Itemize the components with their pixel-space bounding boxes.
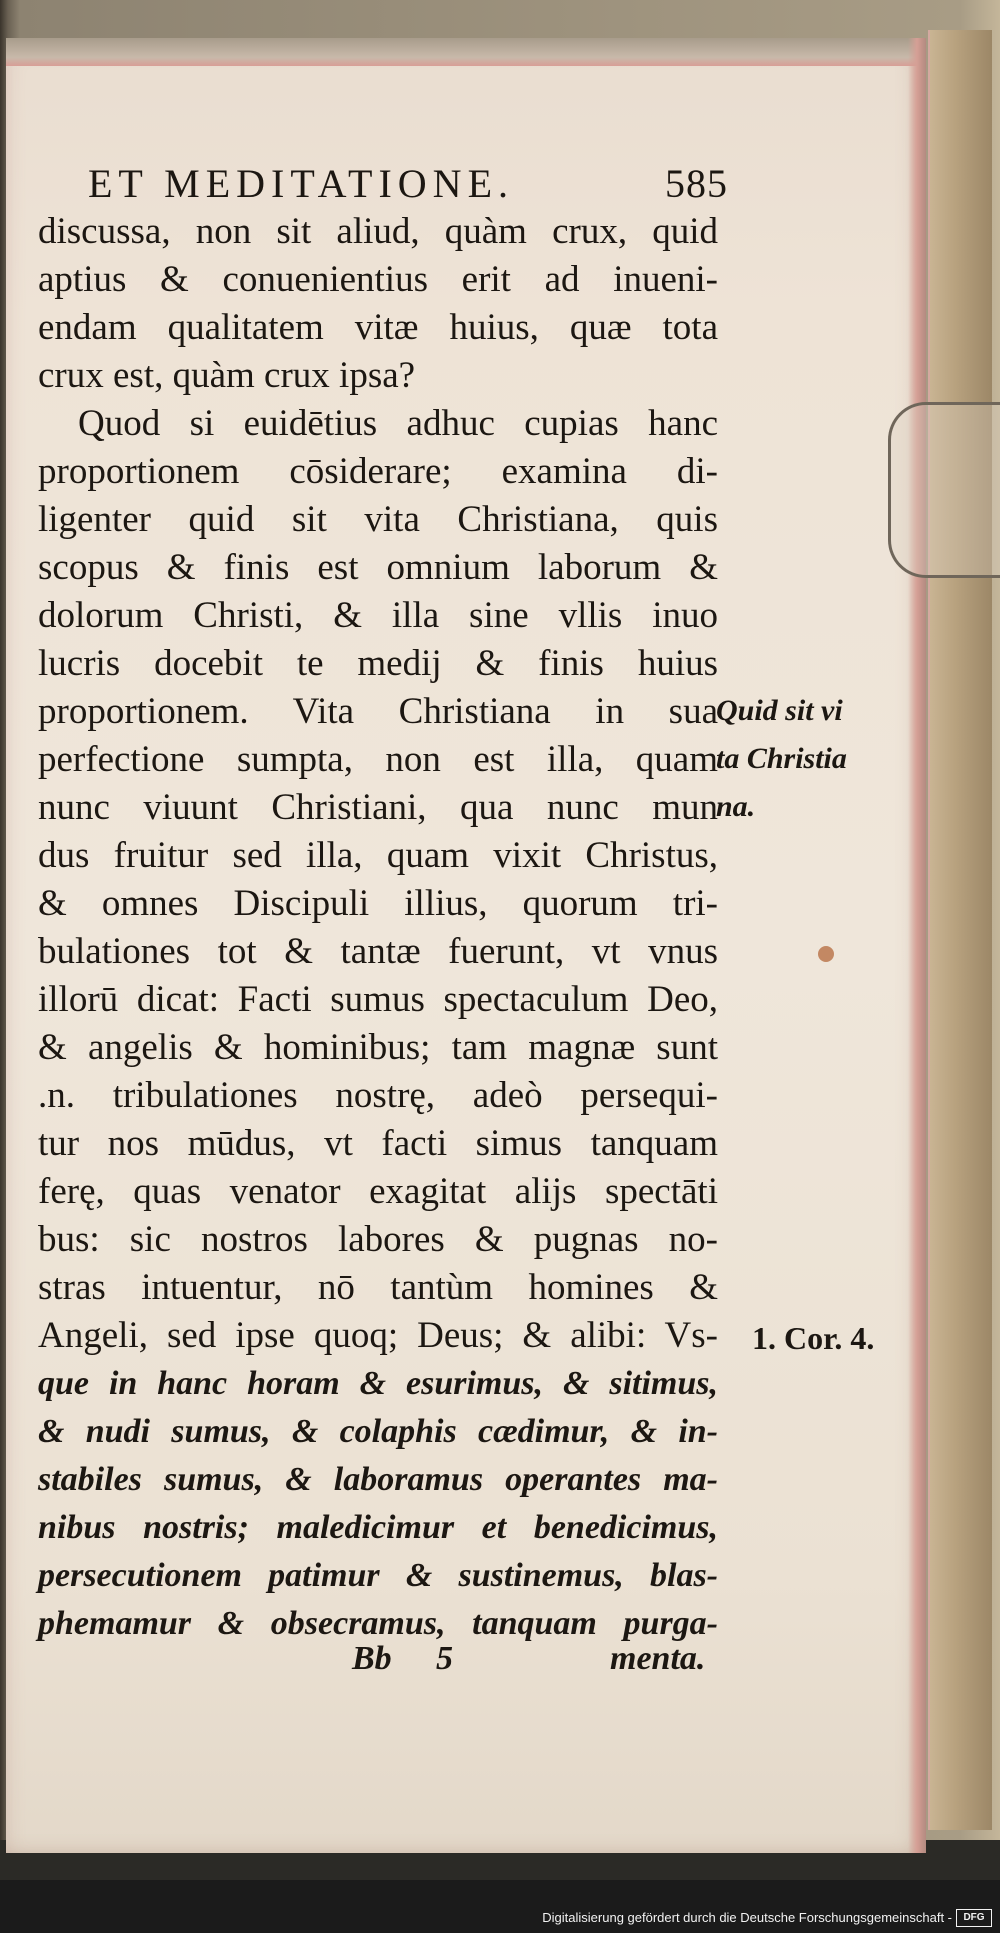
text-line: & omnes Discipuli illius, quorum tri- bbox=[38, 883, 718, 924]
marginal-note-line: na. bbox=[716, 790, 756, 823]
text-line: dolorum Christi, & illa sine vllis inuo bbox=[38, 595, 718, 636]
text-line: persecutionem patimur & sustinemus, blas- bbox=[38, 1557, 718, 1594]
text-line: Angeli, sed ipse quoq; Deus; & alibi: Vs- bbox=[38, 1315, 718, 1356]
text-line: dus fruitur sed illa, quam vixit Christus, bbox=[38, 835, 718, 876]
text-line: Quod si euidētius adhuc cupias hanc bbox=[78, 403, 718, 444]
text-line: crux est, quàm crux ipsa? bbox=[38, 355, 416, 396]
text-line: lucris docebit te medij & finis huius bbox=[38, 643, 718, 684]
text-line: & nudi sumus, & colaphis cædimur, & in- bbox=[38, 1413, 718, 1450]
text-line: nibus nostris; maledicimur et benedicimus, bbox=[38, 1509, 718, 1546]
text-line: stabiles sumus, & laboramus operantes ma- bbox=[38, 1461, 718, 1498]
dfg-logo: DFG bbox=[956, 1909, 992, 1927]
text-line: que in hanc horam & esurimus, & sitimus, bbox=[38, 1365, 718, 1402]
text-line: endam qualitatem vitæ huius, quæ tota bbox=[38, 307, 718, 348]
text-line: ligenter quid sit vita Christiana, quis bbox=[38, 499, 718, 540]
signature-number: 5 bbox=[436, 1640, 453, 1677]
page-number: 585 bbox=[665, 161, 728, 206]
text-line: proportionem. Vita Christiana in sua bbox=[38, 691, 718, 732]
credit-bar bbox=[0, 1880, 1000, 1933]
text-line: bus: sic nostros labores & pugnas no- bbox=[38, 1219, 718, 1260]
marginal-reference-cor: 1. Cor. 4. bbox=[752, 1320, 875, 1356]
catchword: menta. bbox=[610, 1640, 706, 1677]
ink-stain bbox=[818, 946, 834, 962]
running-header bbox=[88, 160, 728, 210]
page-right-edge bbox=[908, 38, 926, 1853]
page-top-edge bbox=[6, 38, 926, 66]
text-line: nunc viuunt Christiani, qua nunc mun bbox=[38, 787, 718, 828]
text-line: stras intuentur, nō tantùm homines & bbox=[38, 1267, 718, 1308]
text-line: .n. tribulationes nostrę, adeò persequi- bbox=[38, 1075, 718, 1116]
text-line: scopus & finis est omnium laborum & bbox=[38, 547, 718, 588]
text-line: discussa, non sit aliud, quàm crux, quid bbox=[38, 211, 718, 252]
text-line: bulationes tot & tantæ fuerunt, vt vnus bbox=[38, 931, 718, 972]
digitization-credit: Digitalisierung gefördert durch die Deutsche Forschungsgemeinschaft - bbox=[542, 1910, 952, 1925]
text-line: illorū dicat: Facti sumus spectaculum Deo, bbox=[38, 979, 718, 1020]
marginal-note-line: Quid sit vi bbox=[716, 694, 843, 727]
text-line: phemamur & obsecramus, tanquam purga- bbox=[38, 1605, 718, 1642]
text-line: tur nos mūdus, vt facti simus tanquam bbox=[38, 1123, 718, 1164]
book-binding-edge bbox=[928, 30, 992, 1830]
text-line: perfectione sumpta, non est illa, quam bbox=[38, 739, 718, 780]
text-line: & angelis & hominibus; tam magnæ sunt bbox=[38, 1027, 718, 1068]
text-line: aptius & conuenientius erit ad inueni- bbox=[38, 259, 718, 300]
text-line: proportionem cōsiderare; examina di- bbox=[38, 451, 718, 492]
header-title: ET MEDITATIONE. bbox=[88, 161, 514, 206]
clasp-ring bbox=[888, 402, 1000, 578]
text-line: ferę, quas venator exagitat alijs spectāti bbox=[38, 1171, 718, 1212]
marginal-note-line: ta Christia bbox=[716, 742, 847, 775]
signature-mark: Bb bbox=[352, 1640, 392, 1677]
